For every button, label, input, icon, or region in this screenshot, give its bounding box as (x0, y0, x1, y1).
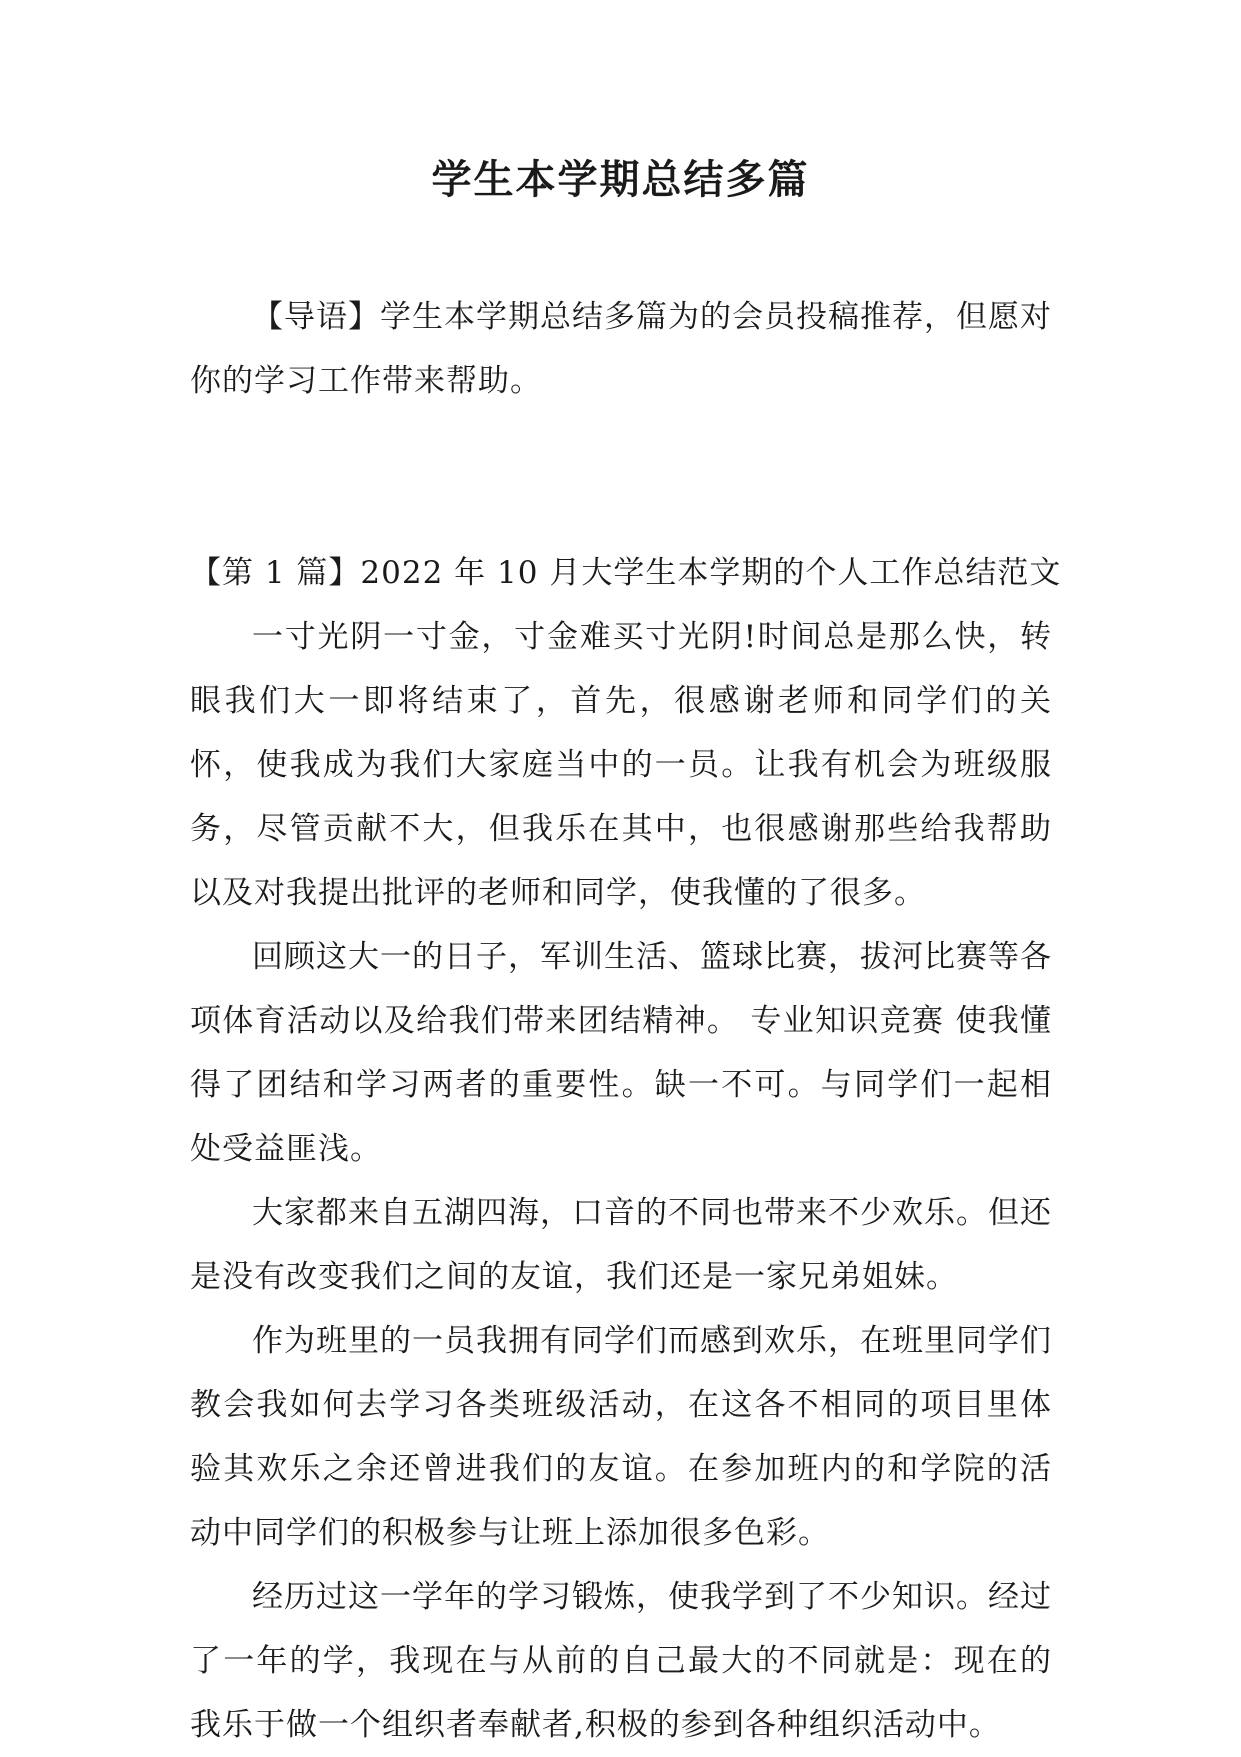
body-paragraph: 大家都来自五湖四海，口音的不同也带来不少欢乐。但还是没有改变我们之间的友谊，我们还是一家兄弟姐妹。 (190, 1195, 1052, 1295)
document-title: 学生本学期总结多篇 (431, 157, 810, 203)
document-body (190, 285, 1062, 1757)
section-heading: 【第 1 篇】2022 年 10 月大学生本学期的个人工作总结范文 (190, 555, 1062, 591)
body-paragraph: 回顾这大一的日子，军训生活、篮球比赛，拔河比赛等各项体育活动以及给我们带来团结精神。 专业知识竞赛 使我懂得了团结和学习两者的重要性。缺一不可。与同学们一起相处受益匪浅。 (190, 939, 1052, 1167)
intro-paragraph: 【导语】学生本学期总结多篇为的会员投稿推荐，但愿对你的学习工作带来帮助。 (190, 299, 1052, 399)
body-paragraph: 作为班里的一员我拥有同学们而感到欢乐，在班里同学们教会我如何去学习各类班级活动，在这各不相同的项目里体验其欢乐之余还曾进我们的友谊。在参加班内的和学院的活动中同学们的积极参与让班上添加很多色彩。 (190, 1323, 1052, 1551)
section-spacer (190, 413, 1052, 541)
body-paragraph: 一寸光阴一寸金，寸金难买寸光阴!时间总是那么快，转眼我们大一即将结束了，首先，很感谢老师和同学们的关怀，使我成为我们大家庭当中的一员。让我有机会为班级服务，尽管贡献不大，但我乐在其中，也很感谢那些给我帮助以及对我提出批评的老师和同学，使我懂的了很多。 (190, 619, 1052, 911)
body-paragraph: 经历过这一学年的学习锻炼，使我学到了不少知识。经过了一年的学，我现在与从前的自己最大的不同就是：现在的我乐于做一个组织者奉献者,积极的参到各种组织活动中。 (190, 1579, 1052, 1743)
